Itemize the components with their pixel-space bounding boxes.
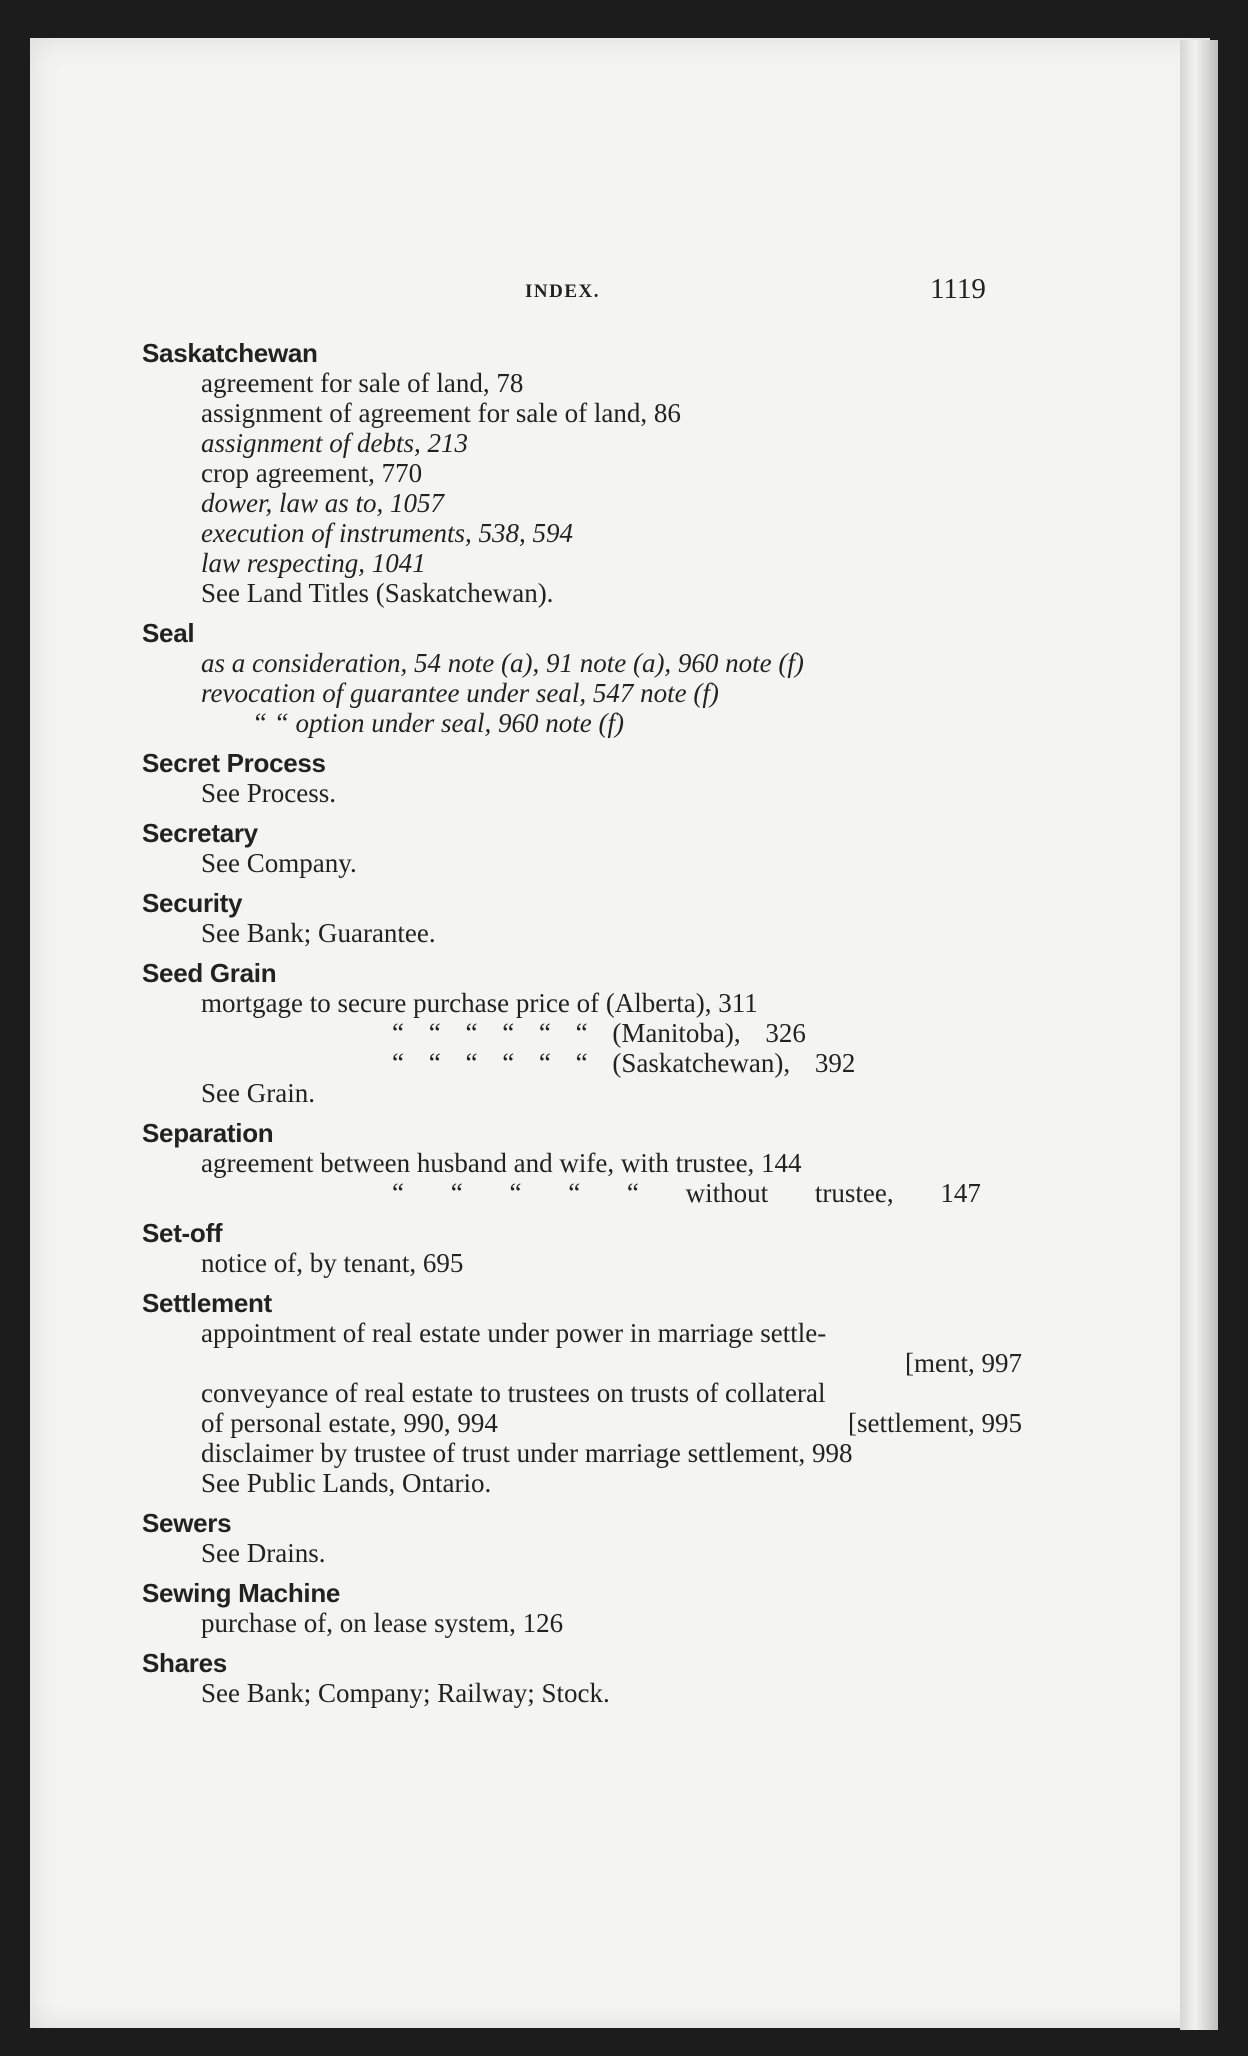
index-entry-shares <box>142 1648 1022 1708</box>
entry-line <box>142 548 1022 578</box>
entry-line: crop agreement, 770 <box>201 458 423 488</box>
entry-line: See Process. <box>201 778 336 808</box>
index-entry-separation <box>142 1118 1022 1208</box>
entry-line-text: execution of instruments, 538, 594 <box>201 518 573 548</box>
entry-line: “ “ “ “ “ without trustee, 147 <box>392 1178 981 1208</box>
entry-line-text: as a consideration, 54 note (a), 91 note (a), 960 note (f) <box>201 648 804 678</box>
entry-heading: Settlement <box>142 1288 272 1318</box>
index-entry-set-off <box>142 1218 1022 1278</box>
index-entry-settlement <box>142 1288 1022 1498</box>
entry-line-text: dower, law as to, 1057 <box>201 488 445 518</box>
entry-line: disclaimer by trustee of trust under marriage settlement, 998 <box>201 1438 853 1468</box>
entry-heading: Seal <box>142 618 195 648</box>
entry-line: conveyance of real estate to trustees on trusts of collateral <box>201 1378 826 1408</box>
entry-line: See Public Lands, Ontario. <box>201 1468 492 1498</box>
entry-line: See Bank; Company; Railway; Stock. <box>201 1678 610 1708</box>
page-header <box>30 273 1210 313</box>
entry-heading: Shares <box>142 1648 227 1678</box>
entry-line <box>142 428 1022 458</box>
entry-heading: Secretary <box>142 818 258 848</box>
entry-line <box>142 488 1022 518</box>
index-entry-secret-process <box>142 748 1022 808</box>
entry-line <box>142 708 1022 738</box>
entry-line-continuation: [settlement, 995 <box>848 1408 1022 1438</box>
entry-heading: Separation <box>142 1118 274 1148</box>
entry-line-text: law respecting, 1041 <box>201 548 426 578</box>
book-page <box>30 38 1210 2028</box>
entry-line <box>142 678 1022 708</box>
entry-line <box>142 518 1022 548</box>
entry-line: agreement for sale of land, 78 <box>201 368 524 398</box>
entry-line: purchase of, on lease system, 126 <box>201 1608 564 1638</box>
entry-line: appointment of real estate under power in marriage settle- <box>201 1318 827 1348</box>
entry-line-continuation: [ment, 997 <box>905 1348 1022 1378</box>
entry-line <box>142 648 1022 678</box>
entry-line: “ “ “ “ “ “ (Saskatchewan), 392 <box>392 1048 856 1078</box>
entry-line-text: of personal estate, 990, 994 <box>201 1408 498 1438</box>
running-head: INDEX. <box>525 281 600 302</box>
entry-line: See Land Titles (Saskatchewan). <box>201 578 554 608</box>
entry-heading: Sewing Machine <box>142 1578 341 1608</box>
entry-line: See Bank; Guarantee. <box>201 918 436 948</box>
entry-heading: Secret Process <box>142 748 326 778</box>
entry-line-text: revocation of guarantee under seal, 547 note (f) <box>201 678 719 708</box>
entry-line <box>142 1408 1022 1438</box>
entry-heading: Set-off <box>142 1218 223 1248</box>
entry-line-text: “ “ option under seal, 960 note (f) <box>252 708 624 738</box>
index-entry-secretary <box>142 818 1022 878</box>
entry-line: assignment of agreement for sale of land, 86 <box>201 398 681 428</box>
index-entry-sewing-machine <box>142 1578 1022 1638</box>
entry-line: See Drains. <box>201 1538 326 1568</box>
index-entry-security <box>142 888 1022 948</box>
entry-heading: Saskatchewan <box>142 338 318 368</box>
entry-heading: Seed Grain <box>142 958 277 988</box>
index-entry-saskatchewan <box>142 338 1022 608</box>
page-number: 1119 <box>930 273 986 305</box>
page-edge <box>1180 40 1218 2030</box>
index-entry-seed-grain <box>142 958 1022 1108</box>
index-content <box>142 338 1022 1718</box>
entry-heading: Security <box>142 888 243 918</box>
entry-line: notice of, by tenant, 695 <box>201 1248 464 1278</box>
entry-line: See Grain. <box>201 1078 315 1108</box>
entry-line: See Company. <box>201 848 357 878</box>
index-entry-sewers <box>142 1508 1022 1568</box>
entry-heading: Sewers <box>142 1508 232 1538</box>
index-entry-seal <box>142 618 1022 738</box>
entry-line: agreement between husband and wife, with trustee, 144 <box>201 1148 802 1178</box>
entry-line-text: assignment of debts, 213 <box>201 428 468 458</box>
entry-line: “ “ “ “ “ “ (Manitoba), 326 <box>392 1018 806 1048</box>
entry-line: mortgage to secure purchase price of (Alberta), 311 <box>201 988 758 1018</box>
